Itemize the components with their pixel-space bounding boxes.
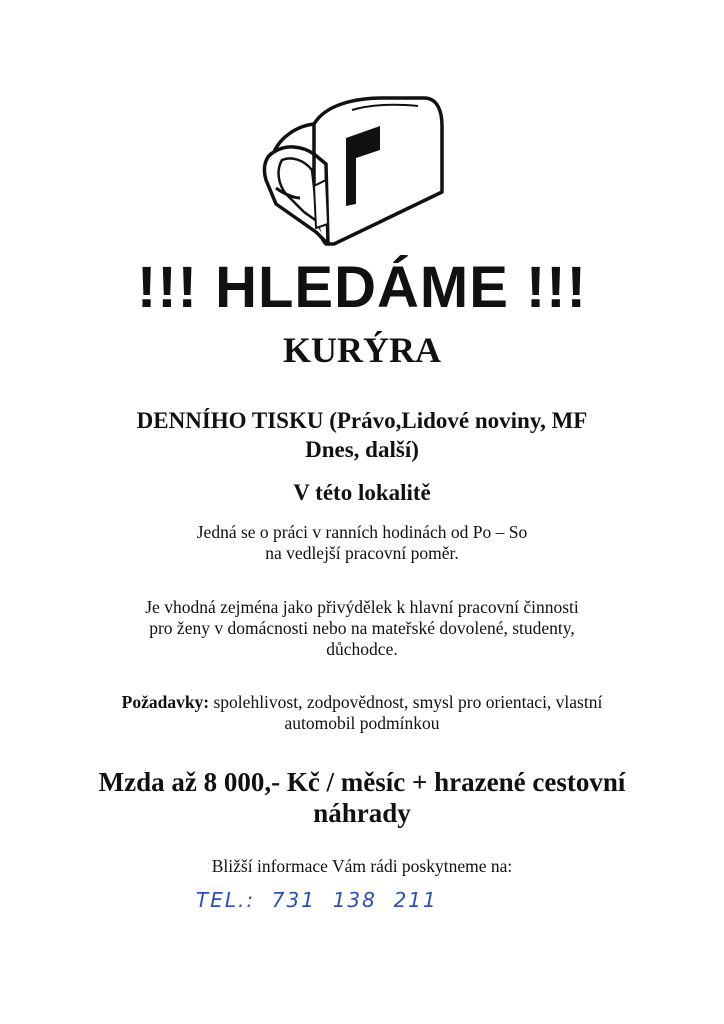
- contact-info: Bližší informace Vám rádi poskytneme na:: [211, 856, 513, 876]
- handwritten-phone: TEL.: 731 138 211: [196, 888, 438, 912]
- pay-line-2: náhrady: [313, 798, 411, 828]
- requirements-text: spolehlivost, zodpovědnost, smysl pro orientaci, vlastní: [209, 692, 603, 712]
- requirements-line-1: [0, 692, 724, 713]
- suitability-line-2: pro ženy v domácnosti nebo na mateřské dovolené, studenty,: [149, 618, 575, 638]
- requirements-label: Požadavky:: [121, 692, 210, 712]
- suitability-line-1: Je vhodná zejména jako přivýdělek k hlavní pracovní činnosti: [145, 597, 579, 617]
- target-line-1: DENNÍHO TISKU (Právo,Lidové noviny, MF: [136, 408, 588, 433]
- mailbox-icon: [256, 94, 446, 252]
- subheadline: KURÝRA: [283, 330, 441, 370]
- target-line-2: Dnes, další): [305, 437, 419, 462]
- location-heading: V této lokalitě: [293, 480, 431, 505]
- schedule-line-2: na vedlejší pracovní poměr.: [265, 543, 459, 563]
- schedule-line-1: Jedná se o práci v ranních hodinách od Po – So: [196, 522, 528, 542]
- pay-line-1: Mzda až 8 000,- Kč / měsíc + hrazené cestovní: [98, 767, 626, 797]
- headline: !!! HLEDÁME !!!: [137, 255, 587, 320]
- suitability-line-3: důchodce.: [326, 639, 398, 659]
- requirements-line-2: automobil podmínkou: [284, 713, 440, 733]
